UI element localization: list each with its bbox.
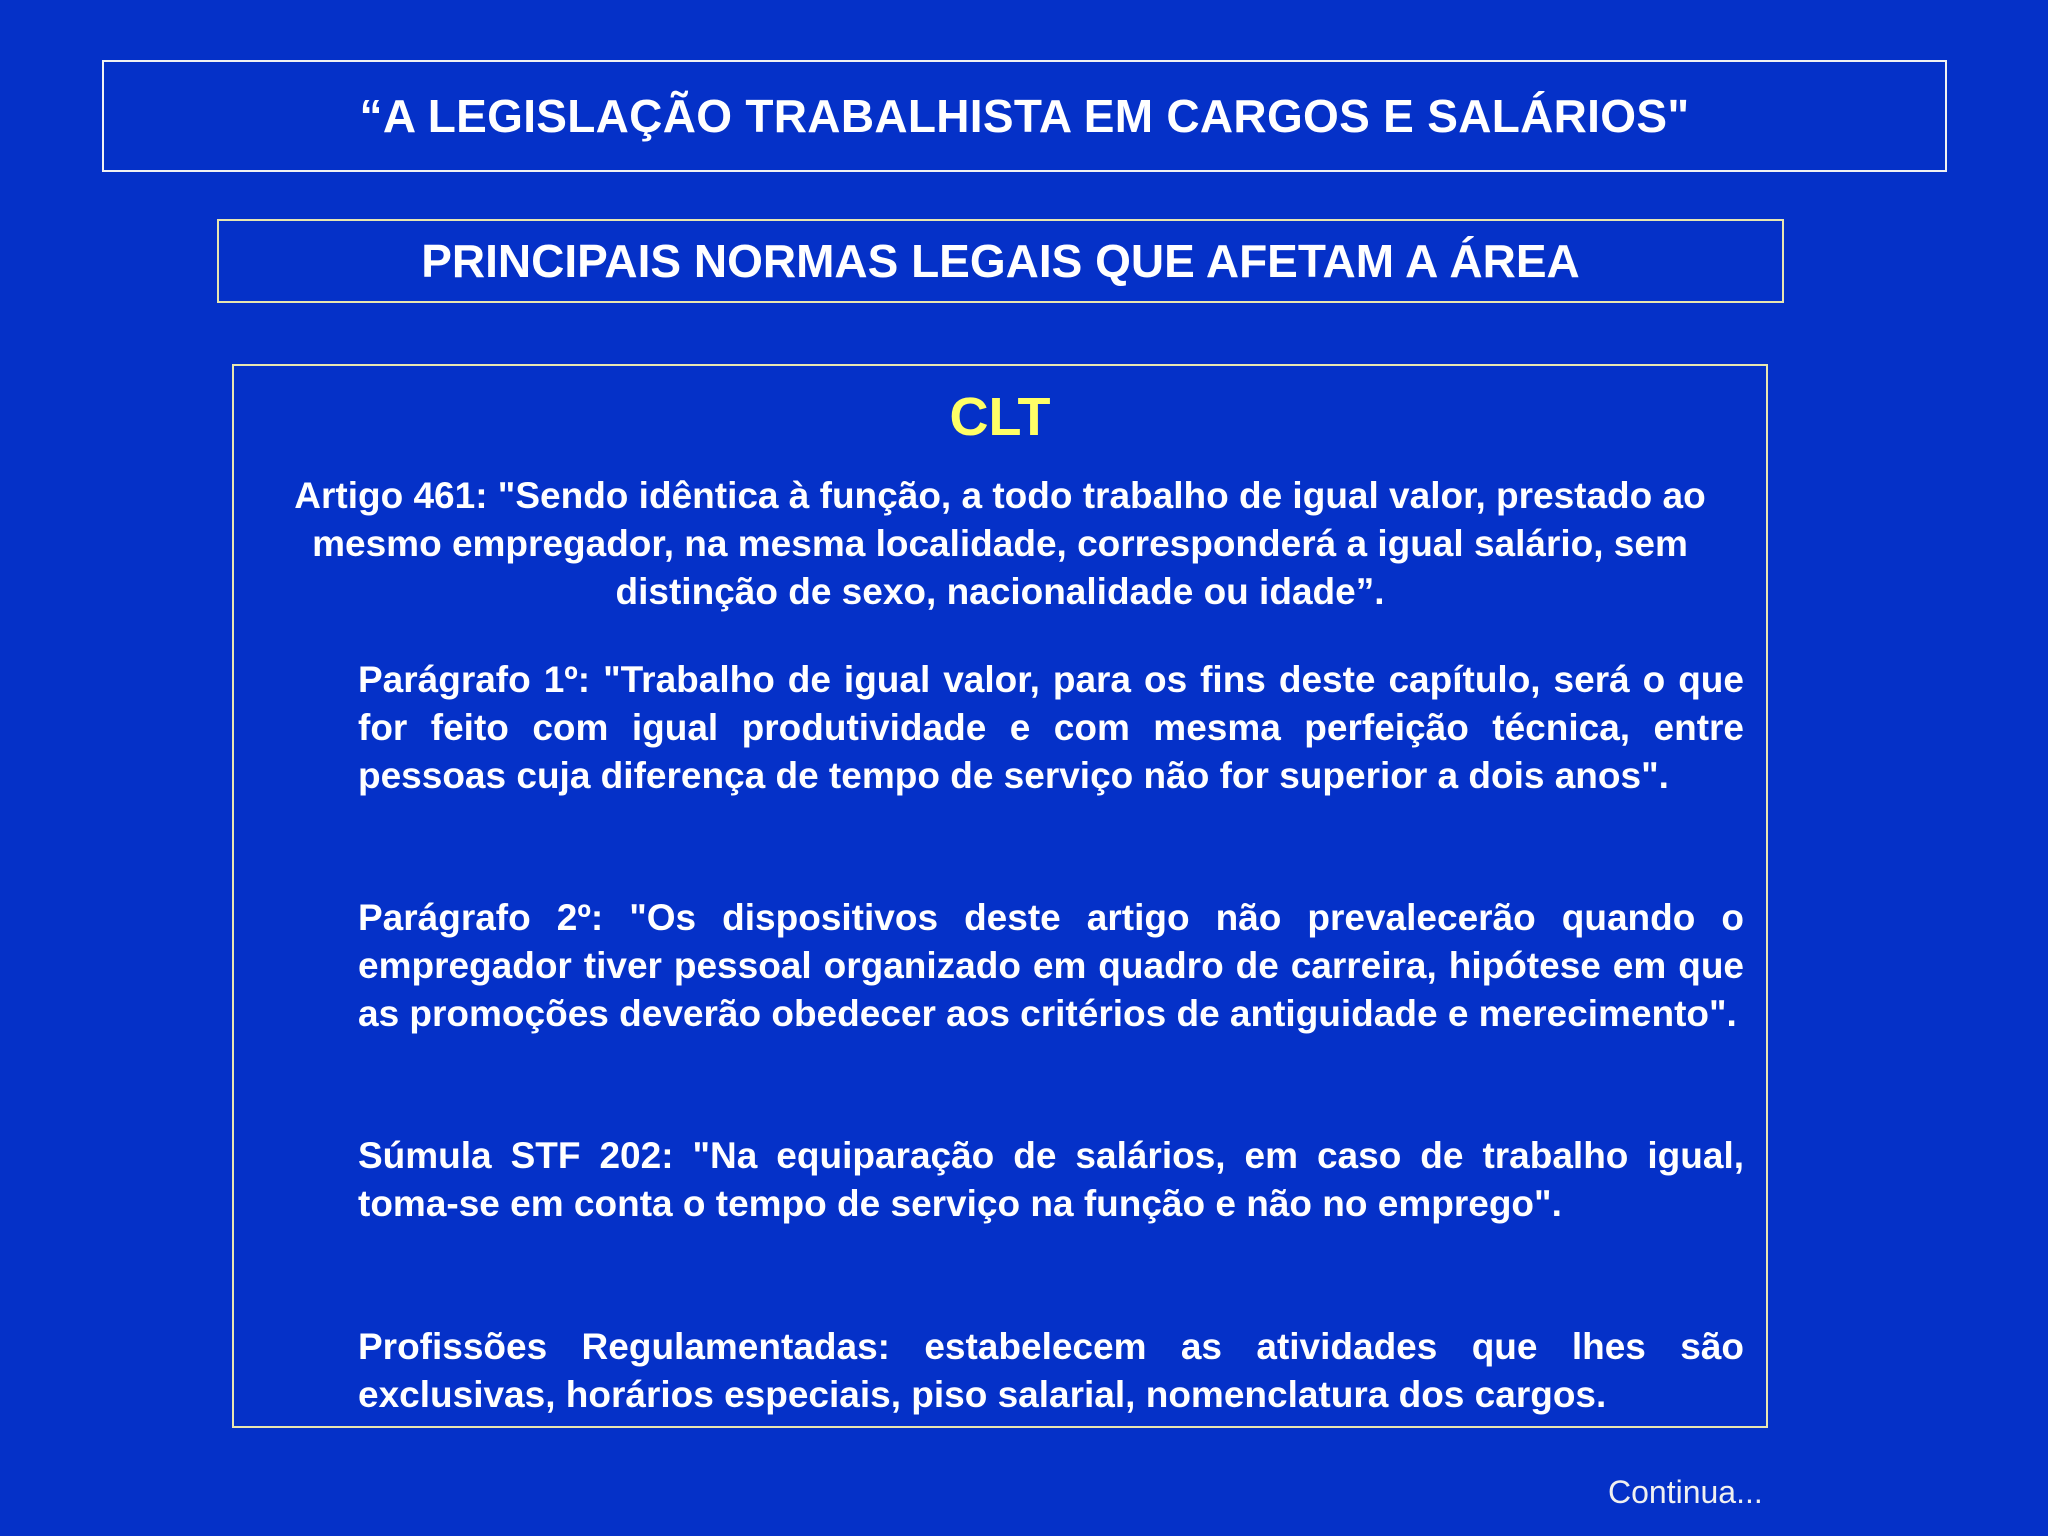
content-box bbox=[232, 364, 1768, 1428]
profissoes-regulamentadas-text: Profissões Regulamentadas: estabelecem as atividades que lhes são exclusivas, horários especiais, piso salarial, nomenclatura dos cargos. bbox=[358, 1326, 1744, 1415]
continua-label: Continua... bbox=[1608, 1474, 1763, 1510]
slide-subtitle: PRINCIPAIS NORMAS LEGAIS QUE AFETAM A ÁREA bbox=[421, 235, 1580, 287]
artigo-461-text: Artigo 461: "Sendo idêntica à função, a todo trabalho de igual valor, prestado ao mesmo empregador, na mesma localidade, corresponderá a igual salário, sem distinção de sexo, nacionalidade ou idade”. bbox=[294, 475, 1706, 612]
paragrafo-2-text: Parágrafo 2º: "Os dispositivos deste artigo não prevalecerão quando o empregador tiver pessoal organizado em quadro de carreira, hipótese em que as promoções deverão obedecer aos critérios de antiguidade e merecimento". bbox=[358, 897, 1744, 1034]
slide-title: “A LEGISLAÇÃO TRABALHISTA EM CARGOS E SALÁRIOS" bbox=[359, 90, 1690, 142]
sumula-stf-202-text: Súmula STF 202: "Na equiparação de salários, em caso de trabalho igual, toma-se em conta o tempo de serviço na função e não no emprego". bbox=[358, 1135, 1744, 1224]
paragrafo-1-text: Parágrafo 1º: "Trabalho de igual valor, para os fins deste capítulo, será o que for feito com igual produtividade e com mesma perfeição técnica, entre pessoas cuja diferença de tempo de serviço não for superior a dois anos". bbox=[358, 659, 1744, 796]
title-box bbox=[102, 60, 1947, 172]
subtitle-box bbox=[217, 219, 1784, 303]
clt-heading: CLT bbox=[949, 387, 1051, 447]
